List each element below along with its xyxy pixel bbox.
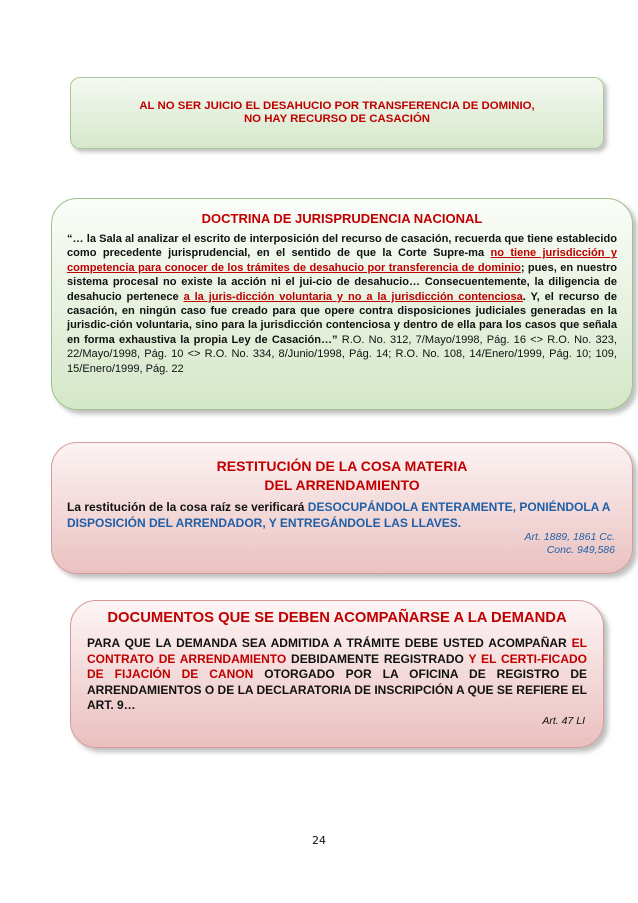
doctrina-box [51,198,633,410]
documentos-box [70,600,604,748]
documentos-heading: DOCUMENTOS QUE SE DEBEN ACOMPAÑARSE A LA DEMANDA [107,610,567,626]
callout-title-line1: AL NO SER JUICIO EL DESAHUCIO POR TRANSFERENCIA DE DOMINIO, [139,100,535,112]
restitucion-box [51,442,633,574]
doctrina-highlight-2: a la juris-dicción voluntaria y no a la jurisdicción contenciosa [183,290,523,303]
restitucion-highlight: DESOCUPÁNDOLA ENTERAMENTE, PONIÉNDOLA A DISPOSICIÓN DEL ARRENDADOR, Y ENTREGÁNDOLE LAS LLAVES. [67,500,611,530]
documentos-text-3: OTORGADO POR LA OFICINA DE REGISTRO DE ARRENDAMIENTOS O DE LA DECLARATORIA DE INSCRIPCIÓN A QUE SE REFIERE EL ART. 9… [87,667,587,713]
documentos-text-2: DEBIDAMENTE REGISTRADO [286,651,469,666]
documentos-highlight-1: EL CONTRATO DE ARRENDAMIENTO [87,636,587,666]
restitucion-heading-1: RESTITUCIÓN DE LA COSA MATERIA [216,458,468,474]
restitucion-heading-2: DEL ARRENDAMIENTO [264,477,420,493]
documentos-highlight-2: Y EL CERTI-FICADO DE FIJACIÓN DE CANON [87,651,587,682]
restitucion-ref-2: Conc. 949,586 [546,544,615,556]
doctrina-highlight-1: no tiene jurisdicción y competencia para conocer de los trámites de desahucio por transferencia de dominio [67,247,617,274]
doctrina-body [67,232,617,376]
documentos-text-1: PARA QUE LA DEMANDA SEA ADMITIDA A TRÁMITE DEBE USTED ACOMPAÑAR [87,636,572,650]
callout-no-casacion [70,77,604,149]
doctrina-heading: DOCTRINA DE JURISPRUDENCIA NACIONAL [201,211,483,226]
doctrina-text-3: . Y, el recurso de casación, en ningún caso fue creado para que opere contra disposiciones judiciales generadas en la jurisdic-ción voluntaria, sino para la jurisdicción contenciosa y dentro de ella para los casos que señala en forma exhaustiva la propia Ley de Casación…” [67,290,618,346]
doctrina-text-1: “… la Sala al analizar el escrito de interposición del recurso de casación, recuerda que tiene establecido como precedente jurisprudencial, en el sentido de que la Corte Supre-ma [67,233,617,260]
callout-title-line2: NO HAY RECURSO DE CASACIÓN [243,113,431,125]
documentos-ref: Art. 47 LI [542,714,585,727]
doctrina-citation: R.O. No. 312, 7/Mayo/1998, Pág. 16 <> R.O. No. 323, 22/Mayo/1998, Pág. 10 <> R.O. No. 334, 8/Junio/1998, Pág. 14; R.O. No. 108, 14/Enero/1999, Pág. 10; 109, 15/Enero/1999, Pág. 22 [67,333,617,375]
documentos-body [87,636,587,714]
doctrina-text-2: ; pues, en nuestro sistema procesal no existe la acción ni el jui-cio de desahucio… Consecuentemente, la diligencia de desahucio pertenece [67,261,618,303]
restitucion-text: La restitución de la cosa raíz se verificará [67,500,308,514]
page-number: 24 [312,834,326,847]
restitucion-body [67,499,617,531]
restitucion-ref-1: Art. 1889, 1861 Cc. [524,531,615,543]
